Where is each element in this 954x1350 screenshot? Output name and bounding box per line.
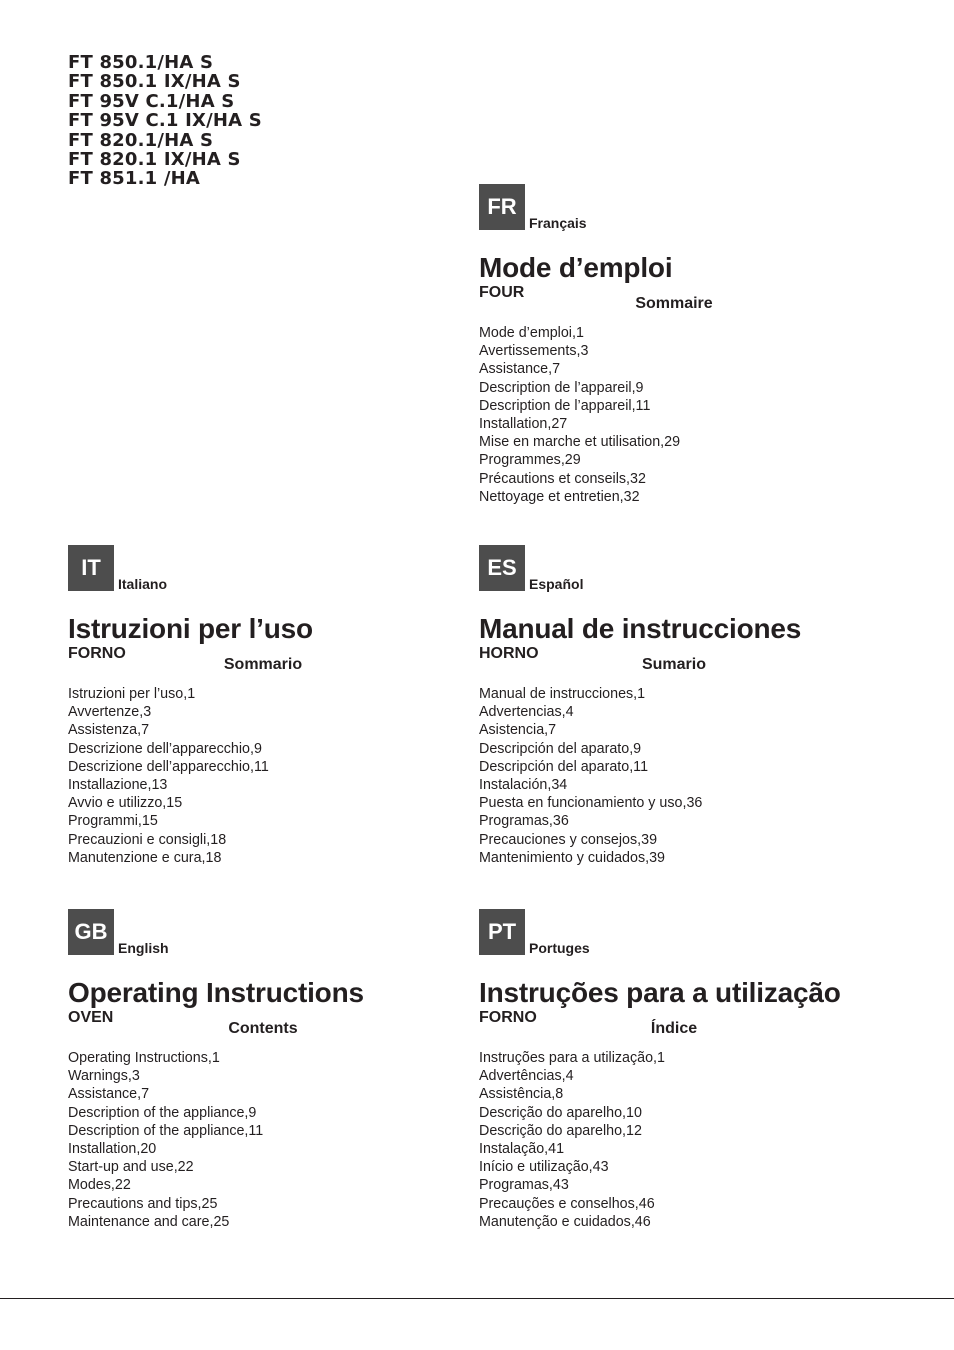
model-number: FT 820.1 IX/HA S	[68, 149, 241, 171]
toc-entry: Instruções para a utilização,1	[479, 1050, 665, 1066]
toc-entry: Avertissements,3	[479, 343, 589, 360]
toc-entry: Mantenimiento y cuidados,39	[479, 849, 665, 866]
toc-entry: Avvio e utilizzo,15	[68, 795, 183, 812]
manual-title: Mode d’emploi	[479, 252, 673, 283]
bottom-divider	[0, 1298, 954, 1299]
toc-entry: Puesta en funcionamiento y uso,36	[479, 795, 703, 812]
language-name: English	[118, 940, 169, 956]
toc-heading: Sommaire	[635, 295, 713, 312]
toc-entry: Installation,27	[479, 416, 568, 433]
model-number: FT 850.1/HA S	[68, 52, 214, 73]
toc-entry: Assistenza,7	[68, 722, 150, 739]
toc-entry: Descrição do aparelho,12	[479, 1122, 642, 1139]
toc-entry: Precautions and tips,25	[68, 1195, 218, 1212]
toc-entry: Installazione,13	[68, 777, 168, 794]
manual-title: Manual de instrucciones	[479, 613, 802, 644]
model-number: FT 851.1 /HA	[68, 168, 201, 190]
toc-entry: Programas,36	[479, 813, 569, 830]
toc-entry: Precauções e conselhos,46	[479, 1195, 655, 1212]
model-number: FT 95V C.1 IX/HA S	[68, 110, 262, 132]
toc-entry: Nettoyage et entretien,32	[479, 488, 640, 505]
manual-title: Operating Instructions	[68, 977, 364, 1008]
toc-heading: Contents	[228, 1020, 298, 1037]
toc-entry: Descrizione dell’apparecchio,9	[68, 740, 262, 757]
toc-entry: Installation,20	[68, 1141, 157, 1158]
table-of-contents	[68, 685, 269, 867]
language-name: Français	[529, 215, 587, 231]
toc-entry: Description of the appliance,9	[68, 1104, 257, 1121]
toc-entry: Instalação,41	[479, 1141, 565, 1158]
toc-entry: Advertências,4	[479, 1068, 574, 1085]
language-name: Italiano	[118, 576, 168, 592]
language-name: Español	[529, 576, 584, 592]
toc-entry: Assistance,7	[479, 361, 561, 378]
toc-entry: Precauciones y consejos,39	[479, 831, 658, 848]
toc-entry: Descripción del aparato,11	[479, 758, 649, 775]
section-italian	[68, 545, 488, 875]
toc-entry: Precauzioni e consigli,18	[68, 831, 227, 848]
toc-entry: Asistencia,7	[479, 722, 557, 739]
toc-entry: Description of the appliance,11	[68, 1122, 264, 1139]
model-number: FT 820.1/HA S	[68, 129, 214, 151]
language-name: Portuges	[529, 940, 590, 956]
toc-entry: Operating Instructions,1	[68, 1050, 220, 1066]
model-list	[68, 53, 262, 189]
manual-title: Instruções para a utilização	[479, 977, 841, 1008]
product-type: OVEN	[68, 1009, 114, 1026]
table-of-contents	[68, 1049, 263, 1231]
toc-entry: Warnings,3	[68, 1068, 140, 1085]
toc-entry: Programas,43	[479, 1177, 569, 1194]
product-type: FORNO	[68, 645, 126, 662]
model-number: FT 95V C.1/HA S	[68, 90, 235, 112]
product-type: HORNO	[479, 645, 539, 662]
toc-entry: Descripción del aparato,9	[479, 740, 642, 757]
toc-entry: Descrizione dell’apparecchio,11	[68, 758, 269, 775]
language-code-badge: PT	[479, 909, 525, 955]
toc-entry: Assistência,8	[479, 1086, 564, 1103]
toc-entry: Modes,22	[68, 1177, 131, 1194]
toc-heading: Índice	[650, 1020, 698, 1037]
toc-entry: Précautions et conseils,32	[479, 470, 646, 487]
toc-heading: Sommario	[223, 656, 303, 673]
toc-entry: Description de l’appareil,11	[479, 397, 651, 414]
language-code-badge: GB	[68, 909, 114, 955]
toc-entry: Instalación,34	[479, 777, 568, 794]
manual-title: Istruzioni per l’uso	[68, 613, 313, 644]
language-code-badge: FR	[479, 184, 525, 230]
toc-entry: Manutenção e cuidados,46	[479, 1213, 651, 1230]
model-number: FT 850.1 IX/HA S	[68, 71, 241, 93]
toc-entry: Maintenance and care,25	[68, 1213, 230, 1230]
toc-heading: Sumario	[641, 656, 706, 673]
table-of-contents	[479, 685, 702, 867]
section-portuguese	[479, 909, 899, 1239]
toc-entry: Istruzioni per l’uso,1	[68, 686, 196, 702]
section-spanish	[479, 545, 899, 875]
toc-entry: Programmes,29	[479, 452, 581, 469]
toc-entry: Descrição do aparelho,10	[479, 1104, 642, 1121]
toc-entry: Mode d’emploi,1	[479, 325, 584, 341]
toc-entry: Assistance,7	[68, 1086, 150, 1103]
table-of-contents	[479, 324, 680, 506]
toc-entry: Mise en marche et utilisation,29	[479, 434, 681, 451]
toc-entry: Início e utilização,43	[479, 1159, 609, 1176]
toc-entry: Avvertenze,3	[68, 704, 152, 721]
toc-entry: Manual de instrucciones,1	[479, 686, 646, 702]
language-code-badge: ES	[479, 545, 525, 591]
language-code-badge: IT	[68, 545, 114, 591]
toc-entry: Programmi,15	[68, 813, 158, 830]
toc-entry: Advertencias,4	[479, 704, 574, 721]
section-english	[68, 909, 488, 1239]
toc-entry: Description de l’appareil,9	[479, 379, 644, 396]
toc-entry: Manutenzione e cura,18	[68, 849, 222, 866]
toc-entry: Start-up and use,22	[68, 1159, 194, 1176]
section-french	[479, 184, 899, 514]
table-of-contents	[479, 1049, 665, 1231]
product-type: FOUR	[479, 284, 525, 301]
product-type: FORNO	[479, 1009, 537, 1026]
